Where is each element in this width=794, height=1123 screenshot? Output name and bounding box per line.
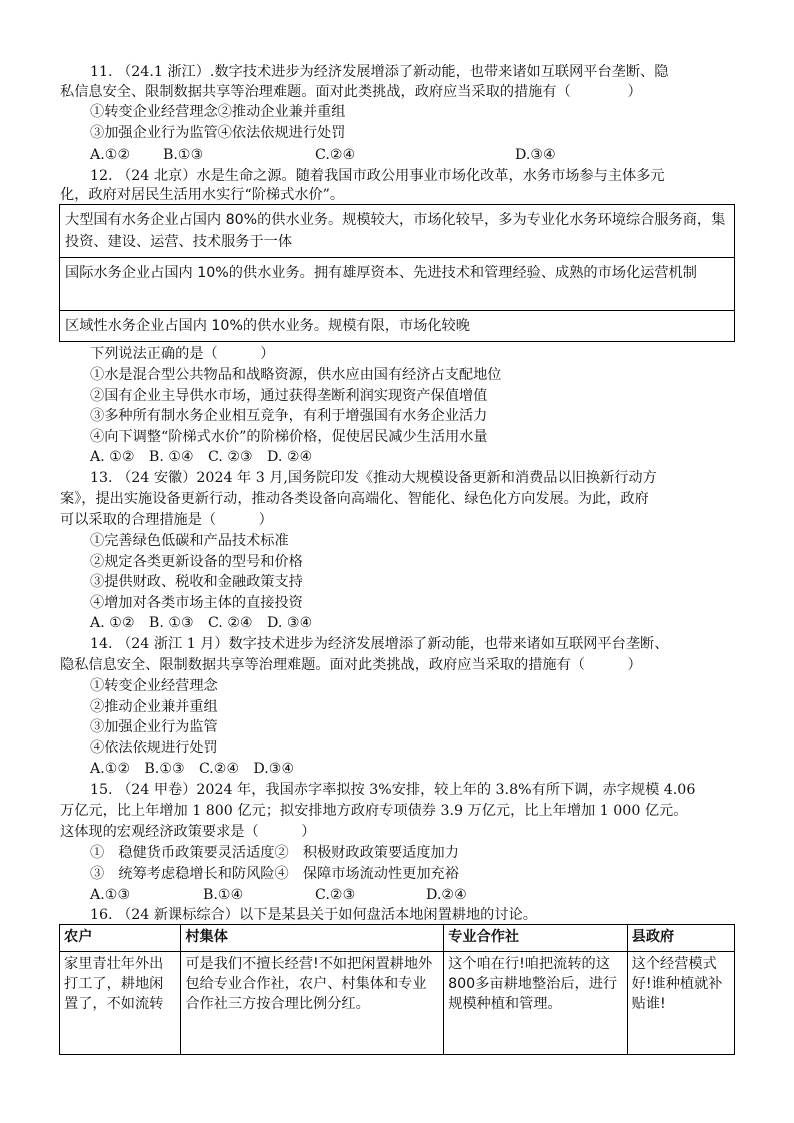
- q11-option-c: C.②④: [315, 147, 356, 163]
- q11-line1: 11. （24.1 浙江）.数字技术进步为经济发展增添了新动能，也带来诸如互联网平台垄断、隐: [90, 64, 669, 80]
- q15-line1: 15. （24 甲卷）2024 年，我国赤字率拟按 3%安排，较上年的 3.8%有所下调，赤字规模 4.06: [90, 782, 696, 798]
- q12-prompt: 下列说法正确的是（ ）: [90, 346, 275, 362]
- q14-statement-1: ①转变企业经营理念: [90, 678, 218, 694]
- q15-line2: 万亿元，比上年增加 1 800 亿元；拟安排地方政府专项债券 3.9 万亿元，比上年增加 1 000 亿元。: [60, 803, 688, 819]
- q15-option-d: D.②④: [426, 887, 467, 903]
- q12-table-row: 国际水务企业占国内 10%的供水业务。拥有雄厚资本、先进技术和管理经验、成熟的市场化运营机制: [60, 258, 735, 311]
- q15-option-a: A.①③: [90, 887, 131, 903]
- q16-line1: 16. （24 新课标综合）以下是某县关于如何盘活本地闲置耕地的讨论。: [90, 907, 537, 923]
- q12-options: A. ①② B. ①④ C. ②③ D. ②④: [90, 449, 313, 465]
- q11-line2: 私信息安全、限制数据共享等治理难题。面对此类挑战，政府应当采取的措施有（ ）: [60, 84, 642, 100]
- q16-discussion-table: [59, 924, 735, 1055]
- q16-cell-county: 这个经营模式好!谁种植就补贴谁!: [627, 952, 734, 1055]
- q16-header-farmer: 农户: [60, 925, 181, 952]
- q13-statement-4: ④增加对各类市场主体的直接投资: [90, 595, 303, 611]
- q14-statement-4: ④依法依规进行处罚: [90, 740, 218, 756]
- q11-option-b: B.①③: [163, 147, 204, 163]
- q13-statement-2: ②规定各类更新设备的型号和价格: [90, 554, 303, 570]
- q13-options: A. ①② B. ①③ C. ②④ D. ③④: [90, 615, 313, 631]
- q15-option-b: B.①④: [203, 887, 244, 903]
- q12-statement-3: ③多种所有制水务企业相互竞争，有利于增强国有水务企业活力: [90, 408, 488, 424]
- q12-statement-4: ④向下调整“阶梯式水价”的阶梯价格，促使居民减少生活用水量: [90, 429, 488, 445]
- q11-option-d: D.③④: [515, 147, 556, 163]
- q16-header-cooperative: 专业合作社: [444, 925, 628, 952]
- q16-content-row: [60, 952, 735, 1055]
- q15-statements-2: ③ 统筹考虑稳增长和防风险④ 保障市场流动性更加充裕: [90, 866, 459, 882]
- q13-line1: 13. （24 安徽）2024 年 3 月,国务院印发《推动大规模设备更新和消费品以旧换新行动方: [90, 470, 657, 486]
- q14-line2: 隐私信息安全、限制数据共享等治理难题。面对此类挑战，政府应当采取的措施有（ ）: [60, 657, 642, 673]
- q13-line3: 可以采取的合理措施是（ ）: [60, 512, 273, 528]
- q11-statements-1: ①转变企业经营理念②推动企业兼并重组: [90, 104, 346, 120]
- q15-statements-1: ① 稳健货币政策要灵活适度② 积极财政政策要适度加力: [90, 845, 459, 861]
- q14-line1: 14. （24 浙江 1 月）数字技术进步为经济发展增添了新动能，也带来诸如互联网平台垄断、: [90, 636, 669, 652]
- q11-option-a: A.①②: [90, 147, 131, 163]
- q16-cell-farmer: 家里青壮年外出打工了，耕地闲置了，不如流转: [60, 952, 181, 1055]
- q16-header-row: [60, 925, 735, 952]
- q12-statement-2: ②国有企业主导供水市场，通过获得垄断利润实现资产保值增值: [90, 388, 488, 404]
- q16-header-village: 村集体: [181, 925, 444, 952]
- q12-table-row: 大型国有水务企业占国内 80%的供水业务。规模较大，市场化较早，多为专业化水务环境综合服务商，集投资、建设、运营、技术服务于一体: [60, 205, 735, 258]
- q12-statement-1: ①水是混合型公共物品和战略资源，供水应由国有经济占支配地位: [90, 367, 502, 383]
- q14-statement-2: ②推动企业兼并重组: [90, 699, 218, 715]
- q16-cell-village: 可是我们不擅长经营!不如把闲置耕地外包给专业合作社，农户、村集体和专业合作社三方按合理比例分红。: [181, 952, 444, 1055]
- q11-statements-2: ③加强企业行为监管④依法依规进行处罚: [90, 125, 346, 141]
- q16-cell-cooperative: 这个咱在行!咱把流转的这 800多亩耕地整治后，进行规模种植和管理。: [444, 952, 628, 1055]
- q12-line1: 12. （24 北京）水是生命之源。随着我国市政公用事业市场化改革，水务市场参与主体多元: [90, 168, 665, 184]
- q12-line2: 化，政府对居民生活用水实行“阶梯式水价”。: [60, 187, 345, 203]
- q12-table-row: 区域性水务企业占国内 10%的供水业务。规模有限，市场化较晚: [60, 311, 735, 342]
- q15-option-c: C.②③: [315, 887, 356, 903]
- q12-material-table: [59, 204, 735, 342]
- q14-statement-3: ③加强企业行为监管: [90, 719, 218, 735]
- q15-line3: 这体现的宏观经济政策要求是（ ）: [60, 824, 316, 840]
- q14-options: A.①② B.①③ C.②④ D.③④: [90, 761, 295, 777]
- q13-line2: 案》，提出实施设备更新行动，推动各类设备向高端化、智能化、绿色化方向发展。为此，政府: [60, 491, 649, 507]
- q13-statement-1: ①完善绿色低碳和产品技术标准: [90, 533, 289, 549]
- q13-statement-3: ③提供财政、税收和金融政策支持: [90, 574, 303, 590]
- q16-header-county: 县政府: [627, 925, 734, 952]
